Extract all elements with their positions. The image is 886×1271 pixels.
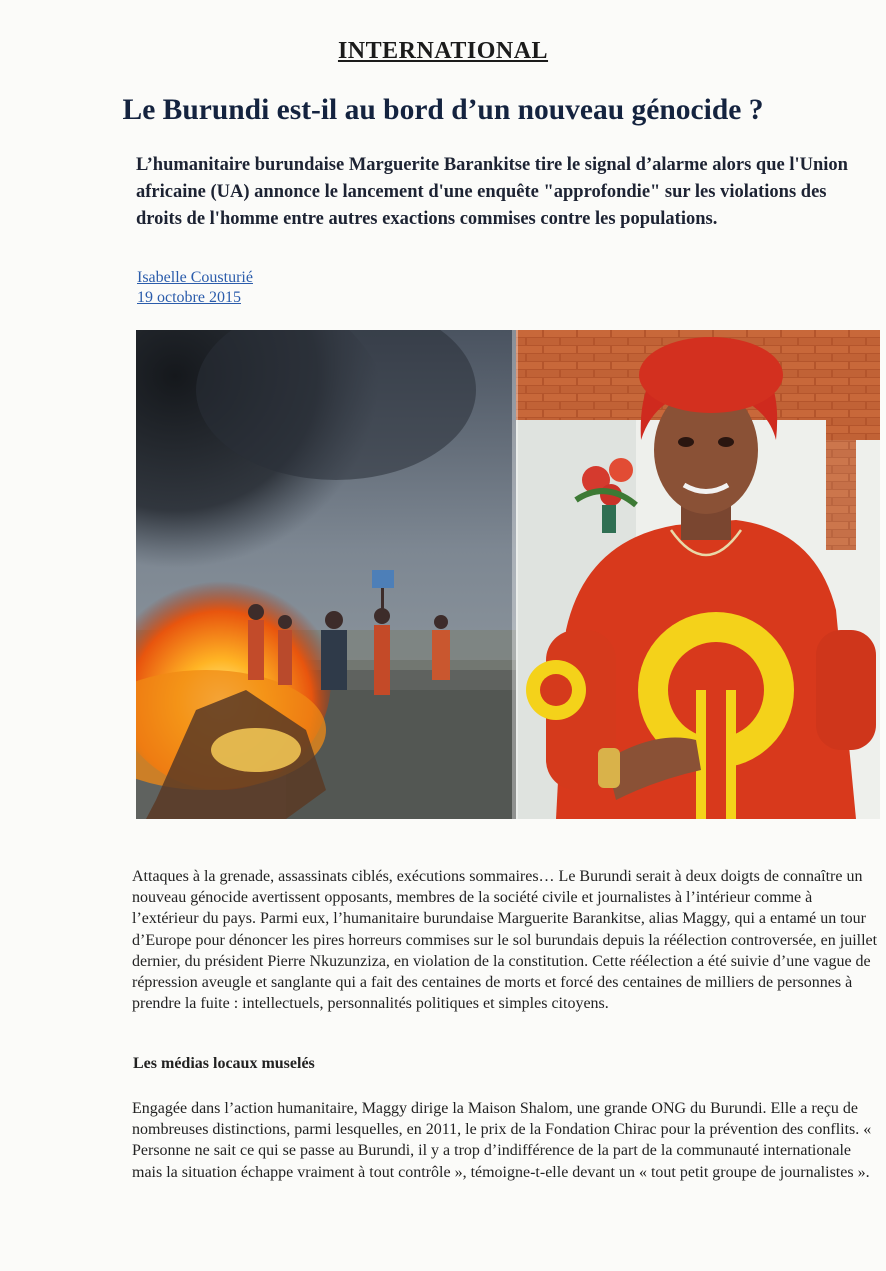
article-paragraph-1: Attaques à la grenade, assassinats ciblés, exécutions sommaires… Le Burundi serait à deux doigts de connaître un nouveau génocide avertissent opposants, membres de la société civile et journalistes à l’intérieur comme à l’extérieur du pays. Parmi eux, l’humanitaire burundaise Marguerite Barankitse, alias Maggy, qui a entamé un tour d’Europe pour dénoncer les pires horreurs commises sur le sol burundais depuis la réélection controversée, en juillet dernier, du président Pierre Nkuzunziza, en violation de la constitution. Cette réélection a été suivie d’une vague de répression aveugle et sanglante qui a fait des centaines de morts et forcé des centaines de milliers de personnes à prendre la fuite : intellectuels, personnalités politiques et simples citoyens. xyxy=(132,868,878,1013)
article-photo xyxy=(136,330,880,819)
article-paragraph-2: Engagée dans l’action humanitaire, Maggy dirige la Maison Shalom, une grande ONG du Burundi. Elle a reçu de nombreuses distinctions, parmi lesquelles, en 2011, le prix de la Fondation Chirac pour la prévention des conflits. « Personne ne sait ce qui se passe au Burundi, il y a trop d’indifférence de la part de la communauté internationale mais la situation échappe vraiment à tout contrôle », témoigne-t-elle devant un « tout petit groupe de journalistes ». xyxy=(132,1100,872,1181)
section-heading: INTERNATIONAL xyxy=(337,38,549,64)
article-title: Le Burundi est-il au bord d’un nouveau génocide ? xyxy=(122,94,764,126)
date-link[interactable]: 19 octobre 2015 xyxy=(137,289,241,306)
byline xyxy=(137,268,253,308)
author-link[interactable]: Isabelle Cousturié xyxy=(137,269,253,286)
article-subheading: Les médias locaux muselés xyxy=(133,1055,315,1072)
photo-composite xyxy=(136,330,880,819)
article-lead: L’humanitaire burundaise Marguerite Barankitse tire le signal d’alarme alors que l'Union africaine (UA) annonce le lancement d'une enquête "approfondie" sur les violations des droits de l'homme entre autres exactions commises contre les populations. xyxy=(136,155,848,229)
